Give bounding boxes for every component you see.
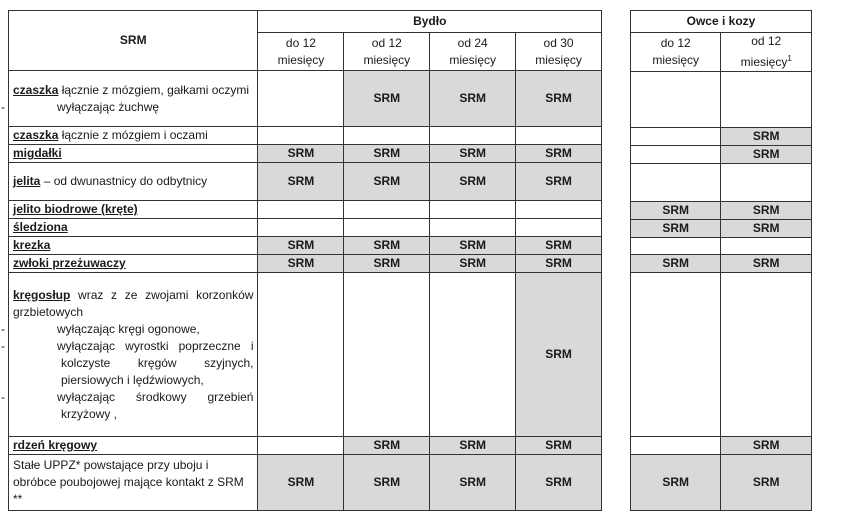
cell xyxy=(430,127,516,145)
cell xyxy=(258,219,344,237)
srm-header: SRM xyxy=(9,11,258,71)
srm-cell: SRM xyxy=(258,145,344,163)
cell xyxy=(631,128,721,146)
srm-cell: SRM xyxy=(430,455,516,511)
row-label: kręgosłup wraz z ze zwojami korzonków grzbietowych - wyłączając kręgi ogonowe, - wyłączając wyrostki poprzeczne i kolczyste kręgów szyjnych, piersiowych i lędźwiowych, - wyłączając środkowy grzebień krzyżowy , xyxy=(9,273,258,437)
col-header-3: od 24 miesięcy xyxy=(430,33,516,71)
cell xyxy=(721,273,812,437)
cell xyxy=(631,238,721,255)
srm-cell: SRM xyxy=(430,437,516,455)
row-label: migdałki xyxy=(9,145,258,163)
cell xyxy=(258,71,344,127)
srm-cell: SRM xyxy=(430,163,516,201)
srm-cell: SRM xyxy=(430,255,516,273)
cell xyxy=(344,201,430,219)
row-label: jelita – od dwunastnicy do odbytnicy xyxy=(9,163,258,201)
srm-cell: SRM xyxy=(721,128,812,146)
cell xyxy=(631,146,721,164)
table-row xyxy=(631,238,812,255)
srm-cell: SRM xyxy=(516,273,602,437)
table-row xyxy=(631,164,812,202)
srm-cell: SRM xyxy=(344,163,430,201)
cell xyxy=(258,201,344,219)
srm-cell: SRM xyxy=(344,255,430,273)
cell xyxy=(516,127,602,145)
srm-cell: SRM xyxy=(430,145,516,163)
srm-cell: SRM xyxy=(258,163,344,201)
cell xyxy=(344,273,430,437)
srm-cell: SRM xyxy=(344,437,430,455)
srm-table-cattle xyxy=(1,10,602,511)
bydlo-header: Bydło xyxy=(258,11,602,33)
col-header-4: od 30 miesięcy xyxy=(516,33,602,71)
cell xyxy=(516,201,602,219)
srm-cell: SRM xyxy=(258,237,344,255)
srm-cell: SRM xyxy=(721,455,812,511)
row-label: czaszka łącznie z mózgiem i oczami xyxy=(9,127,258,145)
table-row xyxy=(9,219,602,237)
col-header-2: od 12 miesięcy xyxy=(344,33,430,71)
row-label: rdzeń kręgowy xyxy=(9,437,258,455)
row-label: zwłoki przeżuwaczy xyxy=(9,255,258,273)
row-label: śledziona xyxy=(9,219,258,237)
table-row xyxy=(631,128,812,146)
cell xyxy=(631,164,721,202)
srm-cell: SRM xyxy=(344,237,430,255)
table-row xyxy=(631,72,812,128)
table-row xyxy=(631,146,812,164)
cell xyxy=(721,238,812,255)
srm-cell: SRM xyxy=(344,71,430,127)
srm-cell: SRM xyxy=(258,255,344,273)
srm-cell: SRM xyxy=(631,202,721,220)
srm-cell: SRM xyxy=(516,455,602,511)
row-label: czaszka łącznie z mózgiem, gałkami oczymi - wyłączając żuchwę xyxy=(9,71,258,127)
cell xyxy=(430,201,516,219)
table-row xyxy=(631,202,812,220)
srm-cell: SRM xyxy=(516,237,602,255)
cell xyxy=(721,164,812,202)
table-row xyxy=(9,71,602,127)
srm-cell: SRM xyxy=(344,145,430,163)
srm-cell: SRM xyxy=(430,71,516,127)
srm-table-sheep-goats xyxy=(630,10,812,511)
srm-cell: SRM xyxy=(721,437,812,455)
table-row xyxy=(9,437,602,455)
table-row xyxy=(631,273,812,437)
col-header-6: od 12 miesięcy$^1$ xyxy=(721,33,812,72)
cell xyxy=(516,219,602,237)
srm-cell: SRM xyxy=(516,437,602,455)
cell xyxy=(344,127,430,145)
table-row xyxy=(9,273,602,437)
srm-cell: SRM xyxy=(344,455,430,511)
srm-cell: SRM xyxy=(631,255,721,273)
table-row xyxy=(631,455,812,511)
table-row xyxy=(9,255,602,273)
cell xyxy=(344,219,430,237)
srm-cell: SRM xyxy=(516,163,602,201)
cell xyxy=(258,437,344,455)
cell xyxy=(430,219,516,237)
table-row xyxy=(9,237,602,255)
cell xyxy=(258,127,344,145)
table-row xyxy=(631,255,812,273)
table-row xyxy=(631,220,812,238)
row-label: jelito biodrowe (kręte) xyxy=(9,201,258,219)
srm-cell: SRM xyxy=(258,455,344,511)
col-header-5: do 12 miesięcy xyxy=(631,33,721,72)
cell xyxy=(721,72,812,128)
srm-cell: SRM xyxy=(631,455,721,511)
table-row xyxy=(9,455,602,511)
srm-cell: SRM xyxy=(721,202,812,220)
srm-cell: SRM xyxy=(516,71,602,127)
table-row xyxy=(9,145,602,163)
cell xyxy=(631,72,721,128)
cell xyxy=(631,273,721,437)
row-label: krezka xyxy=(9,237,258,255)
srm-cell: SRM xyxy=(721,255,812,273)
srm-cell: SRM xyxy=(631,220,721,238)
table-row xyxy=(9,127,602,145)
cell xyxy=(430,273,516,437)
cell xyxy=(631,437,721,455)
col-header-1: do 12 miesięcy xyxy=(258,33,344,71)
srm-cell: SRM xyxy=(721,220,812,238)
srm-cell: SRM xyxy=(721,146,812,164)
owce-header: Owce i kozy xyxy=(631,11,812,33)
srm-cell: SRM xyxy=(430,237,516,255)
row-label: Stałe UPPZ* powstające przy uboju i obróbce poubojowej mające kontakt z SRM ** xyxy=(9,455,258,511)
srm-cell: SRM xyxy=(516,255,602,273)
table-row xyxy=(9,201,602,219)
table-row xyxy=(631,437,812,455)
srm-cell: SRM xyxy=(516,145,602,163)
cell xyxy=(258,273,344,437)
table-row xyxy=(9,163,602,201)
